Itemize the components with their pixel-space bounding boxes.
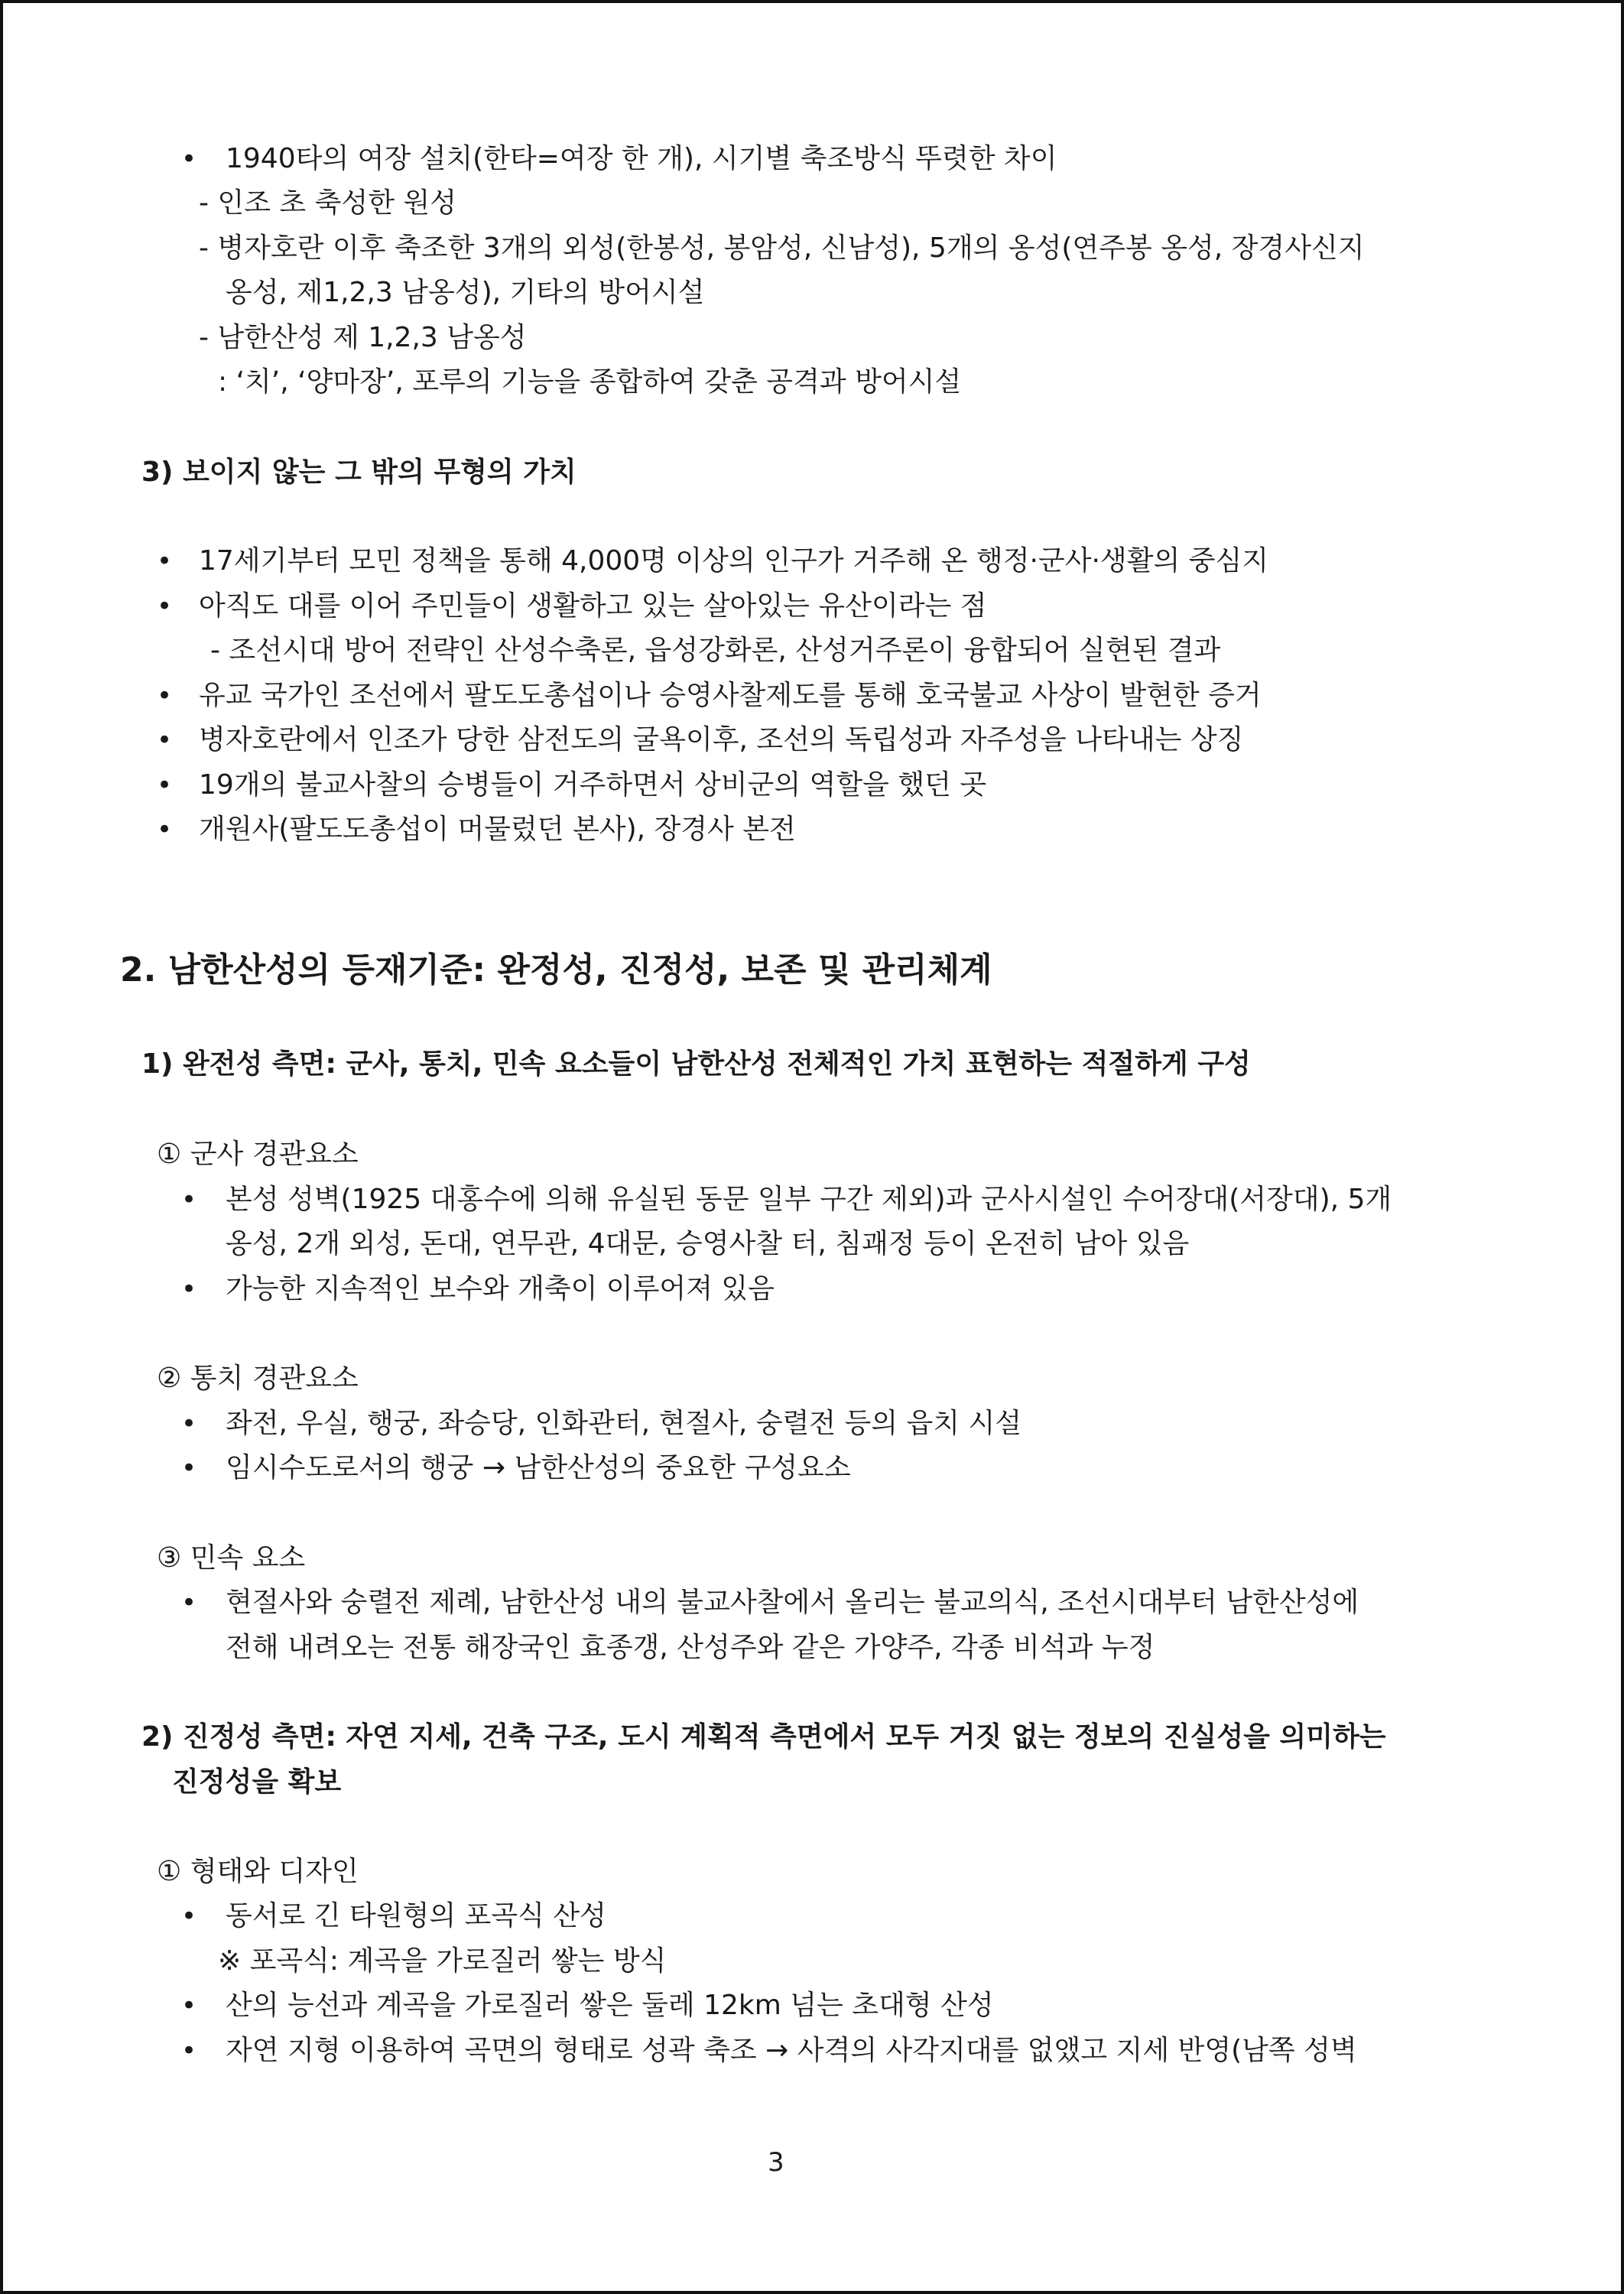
dash-item: - 남한산성 제 1,2,3 남옹성: [199, 322, 527, 353]
numbered-item: ① 형태와 디자인: [157, 1856, 359, 1887]
subsection-heading-continued: 진정성을 확보: [172, 1766, 342, 1798]
bullet-text: 유교 국가인 조선에서 팔도도총섭이나 승영사찰제도를 통해 호국불교 사상이 발현한 증거: [199, 680, 1262, 711]
bullet: •: [181, 1409, 197, 1439]
subsection-heading: 3) 보이지 않는 그 밖의 무형의 가치: [141, 457, 577, 488]
note-text: : ‘치’, ‘양마장’, 포루의 기능을 종합하여 갖춘 공격과 방어시설: [218, 366, 962, 398]
numbered-item: ③ 민속 요소: [157, 1542, 306, 1574]
bullet: •: [157, 591, 173, 622]
bullet-text: 19개의 불교사찰의 승병들이 거주하면서 상비군의 역할을 했던 곳: [199, 769, 987, 801]
bullet: •: [181, 1587, 197, 1618]
bullet: •: [181, 2036, 197, 2066]
bullet-text: 개원사(팔도도총섭이 머물렀던 본사), 장경사 본전: [199, 814, 796, 845]
bullet: •: [157, 725, 173, 755]
section-heading: 2. 남한산성의 등재기준: 완정성, 진정성, 보존 및 관리체계: [120, 950, 992, 989]
bullet: •: [181, 1453, 197, 1483]
bullet-text: 본성 성벽(1925 대홍수에 의해 유실된 동문 일부 구간 제외)과 군사시설인 수어장대(서장대), 5개: [226, 1184, 1392, 1215]
bullet-text: 현절사와 숭렬전 제례, 남한산성 내의 불교사찰에서 올리는 불교의식, 조선시대부터 남한산성에: [226, 1587, 1359, 1618]
bullet-text: 동서로 긴 타원형의 포곡식 산성: [226, 1900, 606, 1932]
dash-item: - 조선시대 방어 전략인 산성수축론, 읍성강화론, 산성거주론이 융합되어 실현된 결과: [210, 635, 1221, 666]
continuation-text: 옹성, 제1,2,3 남옹성), 기타의 방어시설: [226, 277, 705, 308]
continuation-text: 전해 내려오는 전통 해장국인 효종갱, 산성주와 같은 가양주, 각종 비석과 누정: [226, 1632, 1155, 1663]
bullet: •: [181, 1901, 197, 1932]
subsection-heading: 1) 완전성 측면: 군사, 통치, 민속 요소들이 남한산성 전체적인 가치 표현하는 적절하게 구성: [141, 1048, 1251, 1080]
page-number: 3: [768, 2147, 784, 2178]
bullet-text: 산의 능선과 계곡을 가로질러 쌓은 둘레 12km 넘는 초대형 산성: [226, 1990, 994, 2021]
bullet-text: 가능한 지속적인 보수와 개축이 이루어져 있음: [226, 1273, 775, 1305]
numbered-item: ① 군사 경관요소: [157, 1139, 359, 1170]
bullet: •: [157, 546, 173, 577]
bullet-text: 자연 지형 이용하여 곡면의 형태로 성곽 축조 → 사격의 사각지대를 없앴고 지세 반영(남쪽 성벽: [226, 2035, 1357, 2066]
continuation-text: 옹성, 2개 외성, 돈대, 연무관, 4대문, 승영사찰 터, 침괘정 등이 온전히 남아 있음: [226, 1228, 1190, 1259]
note-text: ※ 포곡식: 계곡을 가로질러 쌓는 방식: [218, 1945, 667, 1977]
bullet-text: 좌전, 우실, 행궁, 좌승당, 인화관터, 현절사, 숭렬전 등의 읍치 시설: [226, 1408, 1022, 1439]
bullet-text: 1940타의 여장 설치(한타=여장 한 개), 시기별 축조방식 뚜렷한 차이: [226, 143, 1057, 174]
dash-item: - 병자호란 이후 축조한 3개의 외성(한봉성, 봉암성, 신남성), 5개의 옹성(연주봉 옹성, 장경사신지: [199, 232, 1365, 264]
bullet: •: [181, 1990, 197, 2021]
bullet-text: 아직도 대를 이어 주민들이 생활하고 있는 살아있는 유산이라는 점: [199, 590, 987, 622]
dash-item: - 인조 초 축성한 원성: [199, 187, 456, 219]
bullet: •: [157, 814, 173, 845]
bullet-text: 병자호란에서 인조가 당한 삼전도의 굴욕이후, 조선의 독립성과 자주성을 나타내는 상징: [199, 724, 1244, 755]
bullet-text: 17세기부터 모민 정책을 통해 4,000명 이상의 인구가 거주해 온 행정·군사·생활의 중심지: [199, 545, 1269, 577]
numbered-item: ② 통치 경관요소: [157, 1363, 359, 1394]
bullet-text: 임시수도로서의 행궁 → 남한산성의 중요한 구성요소: [226, 1452, 851, 1483]
bullet: •: [181, 1274, 197, 1305]
bullet: •: [157, 770, 173, 801]
bullet: •: [181, 1184, 197, 1215]
subsection-heading: 2) 진정성 측면: 자연 지세, 건축 구조, 도시 계획적 측면에서 모두 거짓 없는 정보의 진실성을 의미하는: [141, 1721, 1386, 1753]
bullet: •: [157, 681, 173, 711]
bullet: •: [181, 144, 197, 174]
